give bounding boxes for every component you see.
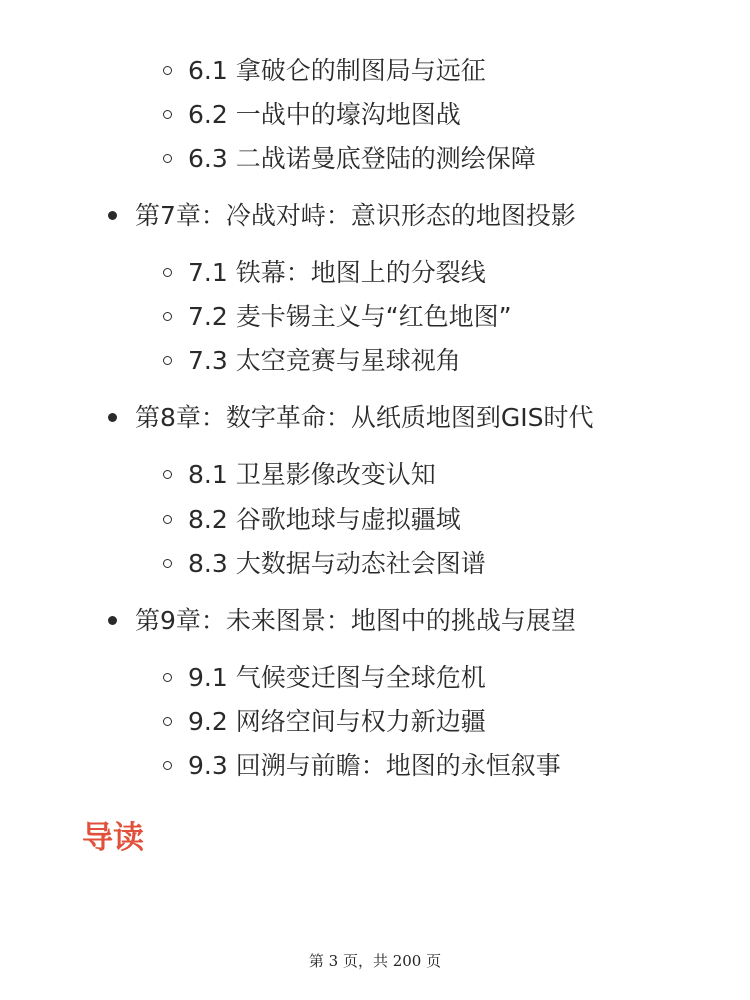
toc-section-label: 9.3 回溯与前瞻：地图的永恒叙事 xyxy=(188,751,561,780)
toc-section-label: 6.1 拿破仑的制图局与远征 xyxy=(188,56,486,85)
toc-section-label: 9.1 气候变迁图与全球危机 xyxy=(188,663,486,692)
toc-section-label: 7.1 铁幕：地图上的分裂线 xyxy=(188,258,486,287)
hollow-bullet-icon xyxy=(163,559,172,568)
hollow-bullet-icon xyxy=(163,154,172,163)
hollow-bullet-icon xyxy=(163,312,172,321)
hollow-bullet-icon xyxy=(163,717,172,726)
hollow-bullet-icon xyxy=(163,110,172,119)
hollow-bullet-icon xyxy=(163,470,172,479)
hollow-bullet-icon xyxy=(163,673,172,682)
toc-section-label: 6.2 一战中的壕沟地图战 xyxy=(188,100,461,129)
hollow-bullet-icon xyxy=(163,66,172,75)
hollow-bullet-icon xyxy=(163,515,172,524)
toc-chapter-label: 第9章：未来图景：地图中的挑战与展望 xyxy=(135,606,576,635)
toc-section-label: 6.3 二战诺曼底登陆的测绘保障 xyxy=(188,144,536,173)
hollow-bullet-icon xyxy=(163,268,172,277)
hollow-bullet-icon xyxy=(163,356,172,365)
toc-chapter-label: 第8章：数字革命：从纸质地图到GIS时代 xyxy=(135,403,594,432)
toc-section-label: 8.3 大数据与动态社会图谱 xyxy=(188,549,486,578)
hollow-bullet-icon xyxy=(163,761,172,770)
page-number-footer: 第 3 页，共 200 页 xyxy=(308,952,442,970)
filled-bullet-icon xyxy=(108,616,117,625)
toc-section-label: 8.1 卫星影像改变认知 xyxy=(188,460,436,489)
section-heading: 导读 xyxy=(82,820,144,856)
toc-section-label: 7.3 太空竞赛与星球视角 xyxy=(188,346,461,375)
toc-chapter-label: 第7章：冷战对峙：意识形态的地图投影 xyxy=(135,201,576,230)
toc-section-label: 7.2 麦卡锡主义与“红色地图” xyxy=(188,302,512,331)
toc-section-label: 9.2 网络空间与权力新边疆 xyxy=(188,707,486,736)
filled-bullet-icon xyxy=(108,211,117,220)
filled-bullet-icon xyxy=(108,413,117,422)
toc-section-label: 8.2 谷歌地球与虚拟疆域 xyxy=(188,505,461,534)
